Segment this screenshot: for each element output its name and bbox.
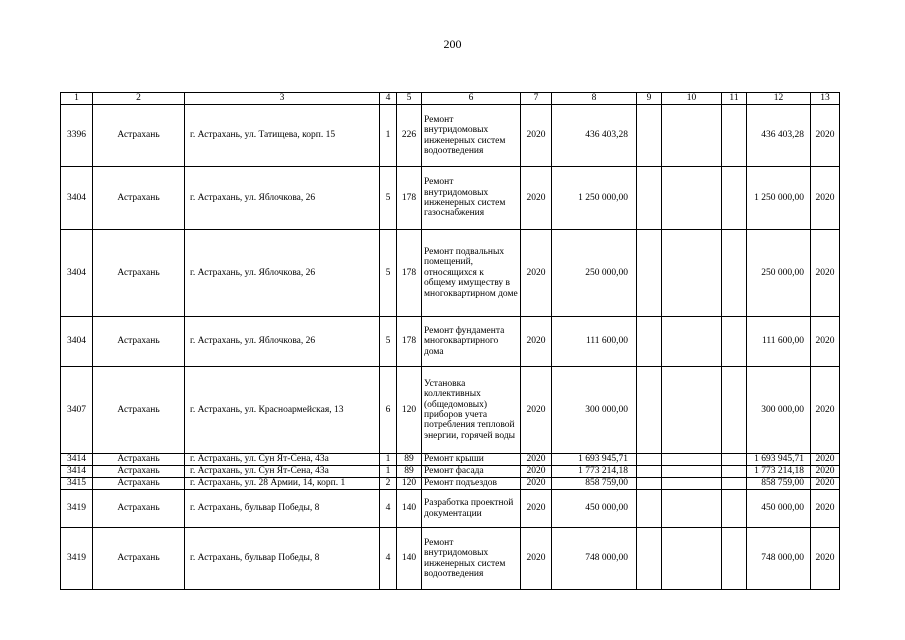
completion-year: 2020 bbox=[811, 230, 840, 317]
row-id: 3419 bbox=[61, 490, 93, 528]
col-4-value: 5 bbox=[380, 230, 397, 317]
work-type: Разработка проектной документации bbox=[422, 490, 521, 528]
total-cost: 450 000,00 bbox=[552, 490, 637, 528]
funding-amount: 300 000,00 bbox=[747, 367, 811, 454]
col-11-value bbox=[722, 454, 747, 466]
col-5-value: 140 bbox=[397, 490, 422, 528]
completion-year: 2020 bbox=[811, 105, 840, 167]
city: Астрахань bbox=[93, 367, 185, 454]
work-type: Ремонт внутридомовых инженерных систем водоотведения bbox=[422, 105, 521, 167]
address: г. Астрахань, ул. Яблочкова, 26 bbox=[185, 317, 380, 367]
column-number: 8 bbox=[552, 93, 637, 105]
address: г. Астрахань, ул. Красноармейская, 13 bbox=[185, 367, 380, 454]
completion-year: 2020 bbox=[811, 167, 840, 230]
city: Астрахань bbox=[93, 490, 185, 528]
address: г. Астрахань, ул. Сун Ят-Сена, 43а bbox=[185, 454, 380, 466]
table-row bbox=[61, 230, 840, 317]
year: 2020 bbox=[521, 478, 552, 490]
table-row bbox=[61, 528, 840, 590]
address: г. Астрахань, ул. Сун Ят-Сена, 43а bbox=[185, 466, 380, 478]
completion-year: 2020 bbox=[811, 478, 840, 490]
col-9-value bbox=[637, 490, 662, 528]
city: Астрахань bbox=[93, 454, 185, 466]
column-number: 10 bbox=[662, 93, 722, 105]
funding-amount: 1 250 000,00 bbox=[747, 167, 811, 230]
city: Астрахань bbox=[93, 230, 185, 317]
col-11-value bbox=[722, 528, 747, 590]
funding-amount: 436 403,28 bbox=[747, 105, 811, 167]
col-4-value: 2 bbox=[380, 478, 397, 490]
col-5-value: 226 bbox=[397, 105, 422, 167]
col-10-value bbox=[662, 454, 722, 466]
table-row bbox=[61, 466, 840, 478]
funding-amount: 1 693 945,71 bbox=[747, 454, 811, 466]
col-5-value: 89 bbox=[397, 454, 422, 466]
total-cost: 1 693 945,71 bbox=[552, 454, 637, 466]
year: 2020 bbox=[521, 454, 552, 466]
year: 2020 bbox=[521, 490, 552, 528]
address: г. Астрахань, бульвар Победы, 8 bbox=[185, 528, 380, 590]
col-11-value bbox=[722, 317, 747, 367]
completion-year: 2020 bbox=[811, 466, 840, 478]
col-9-value bbox=[637, 466, 662, 478]
year: 2020 bbox=[521, 317, 552, 367]
work-type: Ремонт крыши bbox=[422, 454, 521, 466]
col-11-value bbox=[722, 230, 747, 317]
year: 2020 bbox=[521, 367, 552, 454]
page-number: 200 bbox=[443, 37, 462, 51]
col-4-value: 4 bbox=[380, 528, 397, 590]
col-5-value: 178 bbox=[397, 230, 422, 317]
col-4-value: 1 bbox=[380, 105, 397, 167]
table-row bbox=[61, 490, 840, 528]
col-9-value bbox=[637, 528, 662, 590]
table-row bbox=[61, 478, 840, 490]
row-id: 3404 bbox=[61, 167, 93, 230]
address: г. Астрахань, ул. Яблочкова, 26 bbox=[185, 230, 380, 317]
funding-amount: 111 600,00 bbox=[747, 317, 811, 367]
total-cost: 748 000,00 bbox=[552, 528, 637, 590]
column-number: 5 bbox=[397, 93, 422, 105]
total-cost: 1 250 000,00 bbox=[552, 167, 637, 230]
year: 2020 bbox=[521, 167, 552, 230]
work-type: Ремонт подъездов bbox=[422, 478, 521, 490]
col-5-value: 178 bbox=[397, 317, 422, 367]
col-9-value bbox=[637, 367, 662, 454]
year: 2020 bbox=[521, 105, 552, 167]
city: Астрахань bbox=[93, 466, 185, 478]
funding-amount: 250 000,00 bbox=[747, 230, 811, 317]
col-11-value bbox=[722, 105, 747, 167]
work-type: Ремонт фундамента многоквартирного дома bbox=[422, 317, 521, 367]
work-type: Ремонт внутридомовых инженерных систем газоснабжения bbox=[422, 167, 521, 230]
city: Астрахань bbox=[93, 317, 185, 367]
address: г. Астрахань, ул. Яблочкова, 26 bbox=[185, 167, 380, 230]
column-number: 1 bbox=[61, 93, 93, 105]
column-number: 13 bbox=[811, 93, 840, 105]
year: 2020 bbox=[521, 466, 552, 478]
row-id: 3414 bbox=[61, 454, 93, 466]
table-row bbox=[61, 317, 840, 367]
col-11-value bbox=[722, 167, 747, 230]
completion-year: 2020 bbox=[811, 454, 840, 466]
row-id: 3404 bbox=[61, 317, 93, 367]
col-9-value bbox=[637, 105, 662, 167]
total-cost: 1 773 214,18 bbox=[552, 466, 637, 478]
address: г. Астрахань, ул. 28 Армии, 14, корп. 1 bbox=[185, 478, 380, 490]
col-10-value bbox=[662, 105, 722, 167]
col-11-value bbox=[722, 367, 747, 454]
completion-year: 2020 bbox=[811, 367, 840, 454]
col-4-value: 4 bbox=[380, 490, 397, 528]
row-id: 3415 bbox=[61, 478, 93, 490]
total-cost: 436 403,28 bbox=[552, 105, 637, 167]
address: г. Астрахань, ул. Татищева, корп. 15 bbox=[185, 105, 380, 167]
col-11-value bbox=[722, 466, 747, 478]
column-number: 3 bbox=[185, 93, 380, 105]
year: 2020 bbox=[521, 528, 552, 590]
total-cost: 111 600,00 bbox=[552, 317, 637, 367]
work-type: Установка коллективных (общедомовых) приборов учета потребления тепловой энергии, горячей воды bbox=[422, 367, 521, 454]
column-number: 11 bbox=[722, 93, 747, 105]
table-row bbox=[61, 167, 840, 230]
city: Астрахань bbox=[93, 167, 185, 230]
row-id: 3404 bbox=[61, 230, 93, 317]
funding-amount: 1 773 214,18 bbox=[747, 466, 811, 478]
total-cost: 858 759,00 bbox=[552, 478, 637, 490]
col-5-value: 120 bbox=[397, 367, 422, 454]
col-9-value bbox=[637, 454, 662, 466]
col-5-value: 178 bbox=[397, 167, 422, 230]
col-5-value: 120 bbox=[397, 478, 422, 490]
table-row bbox=[61, 105, 840, 167]
row-id: 3407 bbox=[61, 367, 93, 454]
row-id: 3414 bbox=[61, 466, 93, 478]
city: Астрахань bbox=[93, 528, 185, 590]
col-9-value bbox=[637, 230, 662, 317]
address: г. Астрахань, бульвар Победы, 8 bbox=[185, 490, 380, 528]
total-cost: 300 000,00 bbox=[552, 367, 637, 454]
col-10-value bbox=[662, 367, 722, 454]
work-type: Ремонт фасада bbox=[422, 466, 521, 478]
table-row bbox=[61, 367, 840, 454]
row-id: 3419 bbox=[61, 528, 93, 590]
work-type: Ремонт внутридомовых инженерных систем водоотведения bbox=[422, 528, 521, 590]
col-10-value bbox=[662, 230, 722, 317]
funding-amount: 858 759,00 bbox=[747, 478, 811, 490]
col-4-value: 1 bbox=[380, 454, 397, 466]
column-number: 4 bbox=[380, 93, 397, 105]
column-number: 12 bbox=[747, 93, 811, 105]
city: Астрахань bbox=[93, 105, 185, 167]
col-10-value bbox=[662, 466, 722, 478]
column-number: 6 bbox=[422, 93, 521, 105]
col-9-value bbox=[637, 478, 662, 490]
column-number: 2 bbox=[93, 93, 185, 105]
column-number-row bbox=[61, 93, 840, 105]
col-4-value: 6 bbox=[380, 367, 397, 454]
col-10-value bbox=[662, 167, 722, 230]
col-11-value bbox=[722, 490, 747, 528]
funding-amount: 748 000,00 bbox=[747, 528, 811, 590]
total-cost: 250 000,00 bbox=[552, 230, 637, 317]
col-11-value bbox=[722, 478, 747, 490]
completion-year: 2020 bbox=[811, 490, 840, 528]
completion-year: 2020 bbox=[811, 317, 840, 367]
column-number: 7 bbox=[521, 93, 552, 105]
table-row bbox=[61, 454, 840, 466]
col-4-value: 1 bbox=[380, 466, 397, 478]
col-4-value: 5 bbox=[380, 167, 397, 230]
col-4-value: 5 bbox=[380, 317, 397, 367]
col-10-value bbox=[662, 490, 722, 528]
col-9-value bbox=[637, 317, 662, 367]
city: Астрахань bbox=[93, 478, 185, 490]
row-id: 3396 bbox=[61, 105, 93, 167]
completion-year: 2020 bbox=[811, 528, 840, 590]
col-9-value bbox=[637, 167, 662, 230]
year: 2020 bbox=[521, 230, 552, 317]
funding-amount: 450 000,00 bbox=[747, 490, 811, 528]
col-10-value bbox=[662, 528, 722, 590]
col-5-value: 140 bbox=[397, 528, 422, 590]
capital-repair-table bbox=[60, 92, 840, 590]
col-5-value: 89 bbox=[397, 466, 422, 478]
work-type: Ремонт подвальных помещений, относящихся к общему имуществу в многоквартирном доме bbox=[422, 230, 521, 317]
column-number: 9 bbox=[637, 93, 662, 105]
col-10-value bbox=[662, 478, 722, 490]
col-10-value bbox=[662, 317, 722, 367]
